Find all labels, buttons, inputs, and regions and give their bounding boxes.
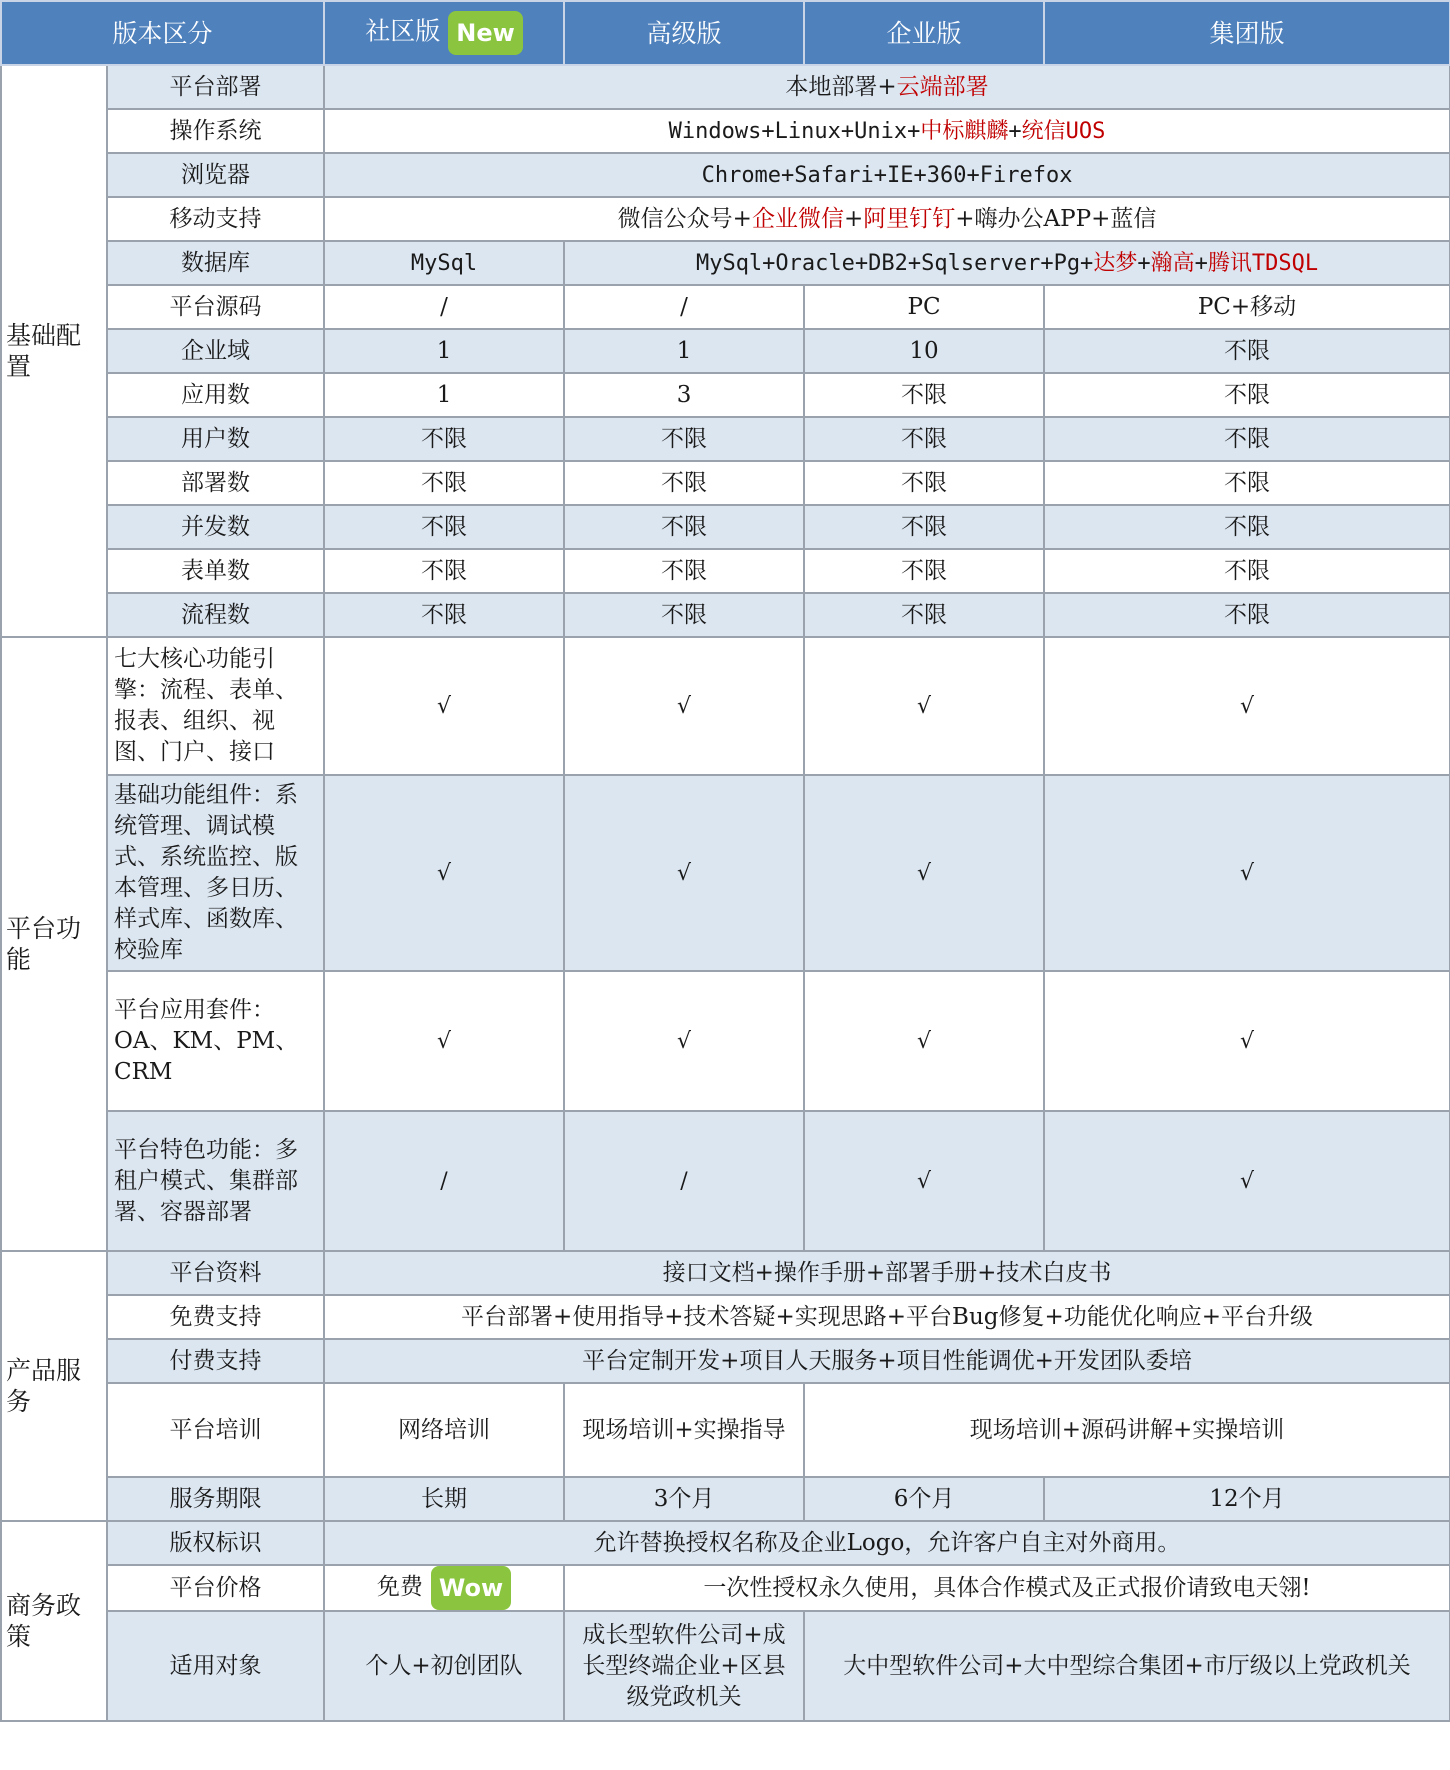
- db-plus: +: [1137, 250, 1151, 276]
- row-flows: [1, 593, 1450, 637]
- feature-label: 移动支持: [107, 197, 324, 241]
- feature-label: 平台特色功能：多租户模式、集群部署、容器部署: [107, 1111, 324, 1251]
- row-engines: [1, 637, 1450, 775]
- cell-c2: 不限: [564, 417, 804, 461]
- os-plus: +: [1008, 118, 1022, 144]
- feature-label: 流程数: [107, 593, 324, 637]
- feature-label: 七大核心功能引擎：流程、表单、报表、组织、视图、门户、接口: [107, 637, 324, 775]
- check-icon: √: [324, 637, 564, 775]
- cell-c3: PC: [804, 285, 1044, 329]
- cell-c34: 大中型软件公司+大中型综合集团+市厅级以上党政机关: [804, 1611, 1450, 1721]
- cell-c1: 不限: [324, 417, 564, 461]
- row-browser: [1, 153, 1450, 197]
- slash-mark: /: [564, 1111, 804, 1251]
- cell-c2: 不限: [564, 461, 804, 505]
- header-advanced: 高级版: [564, 1, 804, 65]
- feature-label: 平台培训: [107, 1383, 324, 1477]
- db-community: MySql: [324, 241, 564, 285]
- check-icon: √: [564, 971, 804, 1111]
- browser-value: Chrome+Safari+IE+360+Firefox: [324, 153, 1450, 197]
- check-icon: √: [1044, 971, 1450, 1111]
- cell-c1: 不限: [324, 593, 564, 637]
- row-features: [1, 1111, 1450, 1251]
- cell-c1: 1: [324, 373, 564, 417]
- cell-c4: 不限: [1044, 505, 1450, 549]
- check-icon: √: [804, 637, 1044, 775]
- cell-c3: 不限: [804, 373, 1044, 417]
- row-copyright: [1, 1521, 1450, 1565]
- check-icon: √: [804, 971, 1044, 1111]
- header-version: 版本区分: [1, 1, 324, 65]
- row-source: [1, 285, 1450, 329]
- row-users: [1, 417, 1450, 461]
- cell-c1: 长期: [324, 1477, 564, 1521]
- os-uos: 统信UOS: [1021, 118, 1106, 144]
- category-basic: 基础配置: [1, 65, 107, 637]
- paid-support-value: 平台定制开发+项目人天服务+项目性能调优+开发团队委培: [324, 1339, 1450, 1383]
- row-forms: [1, 549, 1450, 593]
- category-service: 产品服务: [1, 1251, 107, 1521]
- feature-label: 用户数: [107, 417, 324, 461]
- cell-c1: 不限: [324, 461, 564, 505]
- db-tdsql: 腾讯TDSQL: [1207, 250, 1319, 276]
- row-training: [1, 1383, 1450, 1477]
- cell-c4: 不限: [1044, 329, 1450, 373]
- copyright-value: 允许替换授权名称及企业Logo，允许客户自主对外商用。: [324, 1521, 1450, 1565]
- price-free: 免费: [376, 1574, 423, 1600]
- row-docs: [1, 1251, 1450, 1295]
- cell-c4: 不限: [1044, 417, 1450, 461]
- feature-label: 服务期限: [107, 1477, 324, 1521]
- mobile-value: [324, 197, 1450, 241]
- cell-c4: 不限: [1044, 373, 1450, 417]
- mobile-wecom: 企业微信: [751, 205, 844, 232]
- row-mobile: [1, 197, 1450, 241]
- slash-mark: /: [324, 1111, 564, 1251]
- check-icon: √: [1044, 637, 1450, 775]
- check-icon: √: [804, 775, 1044, 971]
- cell-c4: 12个月: [1044, 1477, 1450, 1521]
- cell-c2: 现场培训+实操指导: [564, 1383, 804, 1477]
- row-suites: [1, 971, 1450, 1111]
- feature-label: 数据库: [107, 241, 324, 285]
- free-support-value: 平台部署+使用指导+技术答疑+实现思路+平台Bug修复+功能优化响应+平台升级: [324, 1295, 1450, 1339]
- row-db: [1, 241, 1450, 285]
- feature-label: 平台源码: [107, 285, 324, 329]
- db-highgo: 瀚高: [1150, 250, 1195, 276]
- feature-label: 付费支持: [107, 1339, 324, 1383]
- check-icon: √: [804, 1111, 1044, 1251]
- check-icon: √: [324, 971, 564, 1111]
- category-business: 商务政策: [1, 1521, 107, 1721]
- price-community: [324, 1565, 564, 1611]
- feature-label: 操作系统: [107, 109, 324, 153]
- cell-c3: 6个月: [804, 1477, 1044, 1521]
- row-apps: [1, 373, 1450, 417]
- cell-c4: 不限: [1044, 549, 1450, 593]
- price-rest: 一次性授权永久使用，具体合作模式及正式报价请致电天翎!: [564, 1565, 1450, 1611]
- header-row: [1, 1, 1450, 65]
- row-concurrency: [1, 505, 1450, 549]
- header-group: 集团版: [1044, 1, 1450, 65]
- os-value: [324, 109, 1450, 153]
- cell-c3: 不限: [804, 593, 1044, 637]
- feature-label: 应用数: [107, 373, 324, 417]
- mobile-rest: +嗨办公APP+蓝信: [955, 205, 1157, 232]
- deploy-value: [324, 65, 1450, 109]
- cell-c1: 1: [324, 329, 564, 373]
- mobile-dingtalk: 阿里钉钉: [863, 205, 956, 232]
- row-os: [1, 109, 1450, 153]
- header-community: [324, 1, 564, 65]
- cell-c1: 不限: [324, 505, 564, 549]
- cell-c2: 3: [564, 373, 804, 417]
- feature-label: 适用对象: [107, 1611, 324, 1721]
- cell-c1: 网络培训: [324, 1383, 564, 1477]
- cell-c1: /: [324, 285, 564, 329]
- check-icon: √: [1044, 775, 1450, 971]
- row-deployments: [1, 461, 1450, 505]
- check-icon: √: [324, 775, 564, 971]
- cell-c3: 不限: [804, 461, 1044, 505]
- cell-c3: 10: [804, 329, 1044, 373]
- feature-label: 平台价格: [107, 1565, 324, 1611]
- feature-label: 表单数: [107, 549, 324, 593]
- db-dameng: 达梦: [1093, 250, 1138, 276]
- deploy-cloud: 云端部署: [896, 73, 989, 100]
- cell-c3: 不限: [804, 417, 1044, 461]
- db-other: [564, 241, 1450, 285]
- cell-c2: 不限: [564, 549, 804, 593]
- feature-label: 企业域: [107, 329, 324, 373]
- cell-c1: 个人+初创团队: [324, 1611, 564, 1721]
- feature-label: 部署数: [107, 461, 324, 505]
- cell-c1: 不限: [324, 549, 564, 593]
- cell-c2: /: [564, 285, 804, 329]
- db-plus2: +: [1194, 250, 1208, 276]
- mobile-part: 微信公众号+: [617, 205, 752, 232]
- cell-c2: 不限: [564, 593, 804, 637]
- os-part: Windows+Linux+Unix+: [668, 118, 921, 144]
- mobile-plus: +: [843, 205, 864, 232]
- feature-label: 并发数: [107, 505, 324, 549]
- cell-c2: 不限: [564, 505, 804, 549]
- cell-c4: PC+移动: [1044, 285, 1450, 329]
- cell-c3: 不限: [804, 505, 1044, 549]
- cell-c34: 现场培训+源码讲解+实操培训: [804, 1383, 1450, 1477]
- row-target: [1, 1611, 1450, 1721]
- cell-c3: 不限: [804, 549, 1044, 593]
- cell-c2: 成长型软件公司+成长型终端企业+区县级党政机关: [564, 1611, 804, 1721]
- docs-value: 接口文档+操作手册+部署手册+技术白皮书: [324, 1251, 1450, 1295]
- feature-label: 平台资料: [107, 1251, 324, 1295]
- deploy-local: 本地部署+: [785, 73, 897, 100]
- feature-label: 基础功能组件：系统管理、调试模式、系统监控、版本管理、多日历、样式库、函数库、校验库: [107, 775, 324, 971]
- check-icon: √: [564, 775, 804, 971]
- os-kylin: 中标麒麟: [920, 118, 1009, 144]
- header-community-label: 社区版: [365, 16, 441, 46]
- feature-label: 版权标识: [107, 1521, 324, 1565]
- row-deploy: [1, 65, 1450, 109]
- cell-c2: 1: [564, 329, 804, 373]
- feature-label: 免费支持: [107, 1295, 324, 1339]
- check-icon: √: [564, 637, 804, 775]
- row-components: [1, 775, 1450, 971]
- new-badge: New: [448, 11, 523, 55]
- category-platform: 平台功能: [1, 637, 107, 1251]
- cell-c4: 不限: [1044, 461, 1450, 505]
- feature-label: 浏览器: [107, 153, 324, 197]
- header-enterprise: 企业版: [804, 1, 1044, 65]
- check-icon: √: [1044, 1111, 1450, 1251]
- cell-c2: 3个月: [564, 1477, 804, 1521]
- row-free-support: [1, 1295, 1450, 1339]
- feature-label: 平台应用套件：OA、KM、PM、CRM: [107, 971, 324, 1111]
- row-domain: [1, 329, 1450, 373]
- row-paid-support: [1, 1339, 1450, 1383]
- db-part: MySql+Oracle+DB2+Sqlserver+Pg+: [695, 250, 1094, 276]
- row-price: [1, 1565, 1450, 1611]
- wow-badge: Wow: [431, 1566, 511, 1610]
- row-term: [1, 1477, 1450, 1521]
- cell-c4: 不限: [1044, 593, 1450, 637]
- feature-label: 平台部署: [107, 65, 324, 109]
